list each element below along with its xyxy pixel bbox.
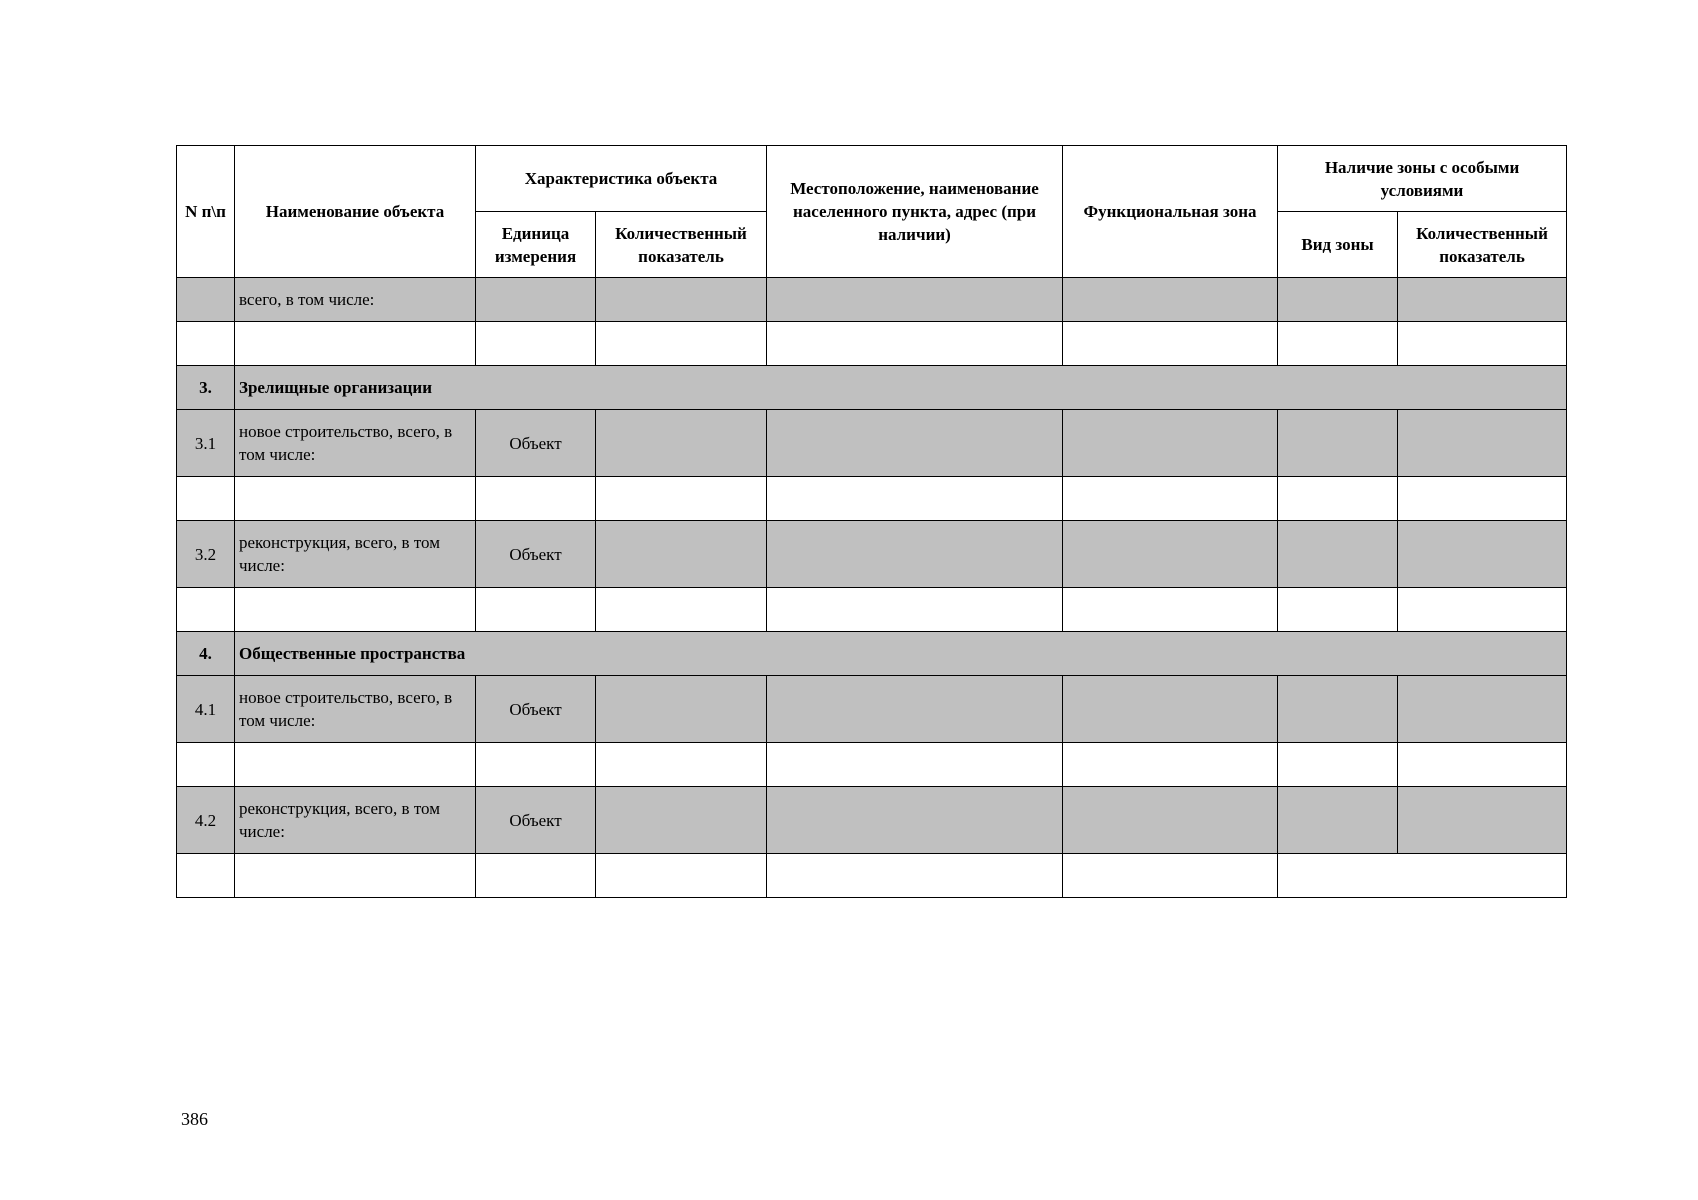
row-quantity xyxy=(596,410,767,477)
header-quantity: Количественный показатель xyxy=(596,212,767,278)
row-unit: Объект xyxy=(476,410,596,477)
row-zone-type xyxy=(1278,588,1398,632)
row-location xyxy=(767,477,1063,521)
row-location xyxy=(767,322,1063,366)
row-zone-quantity xyxy=(1398,676,1567,743)
row-num: 4.2 xyxy=(177,787,235,854)
row-num: 3.2 xyxy=(177,521,235,588)
page-number: 386 xyxy=(181,1109,208,1129)
row-zone-type xyxy=(1278,743,1398,787)
header-unit: Единица измерения xyxy=(476,212,596,278)
row-zone-quantity xyxy=(1398,410,1567,477)
row-zone xyxy=(1063,588,1278,632)
row-location xyxy=(767,588,1063,632)
header-zone-type: Вид зоны xyxy=(1278,212,1398,278)
row-unit xyxy=(476,322,596,366)
row-quantity xyxy=(596,787,767,854)
row-unit xyxy=(476,477,596,521)
row-zone xyxy=(1063,278,1278,322)
header-zone: Функциональная зона xyxy=(1063,146,1278,278)
table-row xyxy=(177,410,1567,477)
row-quantity xyxy=(596,588,767,632)
row-zone-quantity xyxy=(1398,278,1567,322)
row-zone-type xyxy=(1278,410,1398,477)
table-row xyxy=(177,322,1567,366)
header-name: Наименование объекта xyxy=(235,146,476,278)
row-num xyxy=(177,322,235,366)
table-row xyxy=(177,521,1567,588)
row-location xyxy=(767,410,1063,477)
row-num xyxy=(177,278,235,322)
row-zone-type xyxy=(1278,322,1398,366)
header-special-zone: Наличие зоны с особыми условиями xyxy=(1278,146,1567,212)
row-zone-quantity xyxy=(1398,588,1567,632)
row-quantity xyxy=(596,521,767,588)
row-num xyxy=(177,743,235,787)
row-zone xyxy=(1063,477,1278,521)
row-zone-quantity xyxy=(1398,787,1567,854)
row-location xyxy=(767,521,1063,588)
row-name xyxy=(235,588,476,632)
row-zone-quantity xyxy=(1398,322,1567,366)
row-name xyxy=(235,477,476,521)
table-row xyxy=(177,278,1567,322)
row-location xyxy=(767,854,1063,898)
row-location xyxy=(767,278,1063,322)
header-row-1 xyxy=(177,146,1567,212)
row-location xyxy=(767,676,1063,743)
header-characteristic: Характеристика объекта xyxy=(476,146,767,212)
row-name: реконструкция, всего, в том числе: xyxy=(235,521,476,588)
row-zone xyxy=(1063,410,1278,477)
section-num: 4. xyxy=(177,632,235,676)
row-unit: Объект xyxy=(476,521,596,588)
row-zone xyxy=(1063,521,1278,588)
section-title: Зрелищные организации xyxy=(235,366,1567,410)
row-zone-merged xyxy=(1278,854,1567,898)
row-zone xyxy=(1063,322,1278,366)
table-row xyxy=(177,854,1567,898)
row-zone-type xyxy=(1278,787,1398,854)
row-quantity xyxy=(596,743,767,787)
row-unit xyxy=(476,278,596,322)
row-name: реконструкция, всего, в том числе: xyxy=(235,787,476,854)
row-num xyxy=(177,854,235,898)
row-name: всего, в том числе: xyxy=(235,278,476,322)
row-num: 3.1 xyxy=(177,410,235,477)
row-zone-quantity xyxy=(1398,743,1567,787)
row-quantity xyxy=(596,477,767,521)
row-zone-quantity xyxy=(1398,477,1567,521)
row-zone xyxy=(1063,787,1278,854)
row-unit: Объект xyxy=(476,787,596,854)
row-name: новое строительство, всего, в том числе: xyxy=(235,676,476,743)
row-unit xyxy=(476,588,596,632)
section-num: 3. xyxy=(177,366,235,410)
row-name: новое строительство, всего, в том числе: xyxy=(235,410,476,477)
table-row xyxy=(177,743,1567,787)
row-name xyxy=(235,743,476,787)
table-row xyxy=(177,588,1567,632)
row-quantity xyxy=(596,854,767,898)
header-num: N п\п xyxy=(177,146,235,278)
row-unit xyxy=(476,854,596,898)
header-zone-quantity: Количественный показатель xyxy=(1398,212,1567,278)
table-row xyxy=(177,787,1567,854)
row-quantity xyxy=(596,676,767,743)
row-zone xyxy=(1063,854,1278,898)
row-zone xyxy=(1063,743,1278,787)
row-name xyxy=(235,854,476,898)
section-row xyxy=(177,366,1567,410)
row-unit xyxy=(476,743,596,787)
header-location: Местоположение, наименование населенного пункта, адрес (при наличии) xyxy=(767,146,1063,278)
table-row xyxy=(177,676,1567,743)
row-name xyxy=(235,322,476,366)
row-num xyxy=(177,588,235,632)
section-row xyxy=(177,632,1567,676)
row-zone-quantity xyxy=(1398,521,1567,588)
section-title: Общественные пространства xyxy=(235,632,1567,676)
row-zone-type xyxy=(1278,521,1398,588)
row-num xyxy=(177,477,235,521)
objects-table xyxy=(176,145,1567,898)
row-quantity xyxy=(596,278,767,322)
row-location xyxy=(767,743,1063,787)
row-zone-type xyxy=(1278,477,1398,521)
row-unit: Объект xyxy=(476,676,596,743)
row-zone-type xyxy=(1278,676,1398,743)
row-zone xyxy=(1063,676,1278,743)
row-num: 4.1 xyxy=(177,676,235,743)
row-quantity xyxy=(596,322,767,366)
table-row xyxy=(177,477,1567,521)
row-location xyxy=(767,787,1063,854)
row-zone-type xyxy=(1278,278,1398,322)
